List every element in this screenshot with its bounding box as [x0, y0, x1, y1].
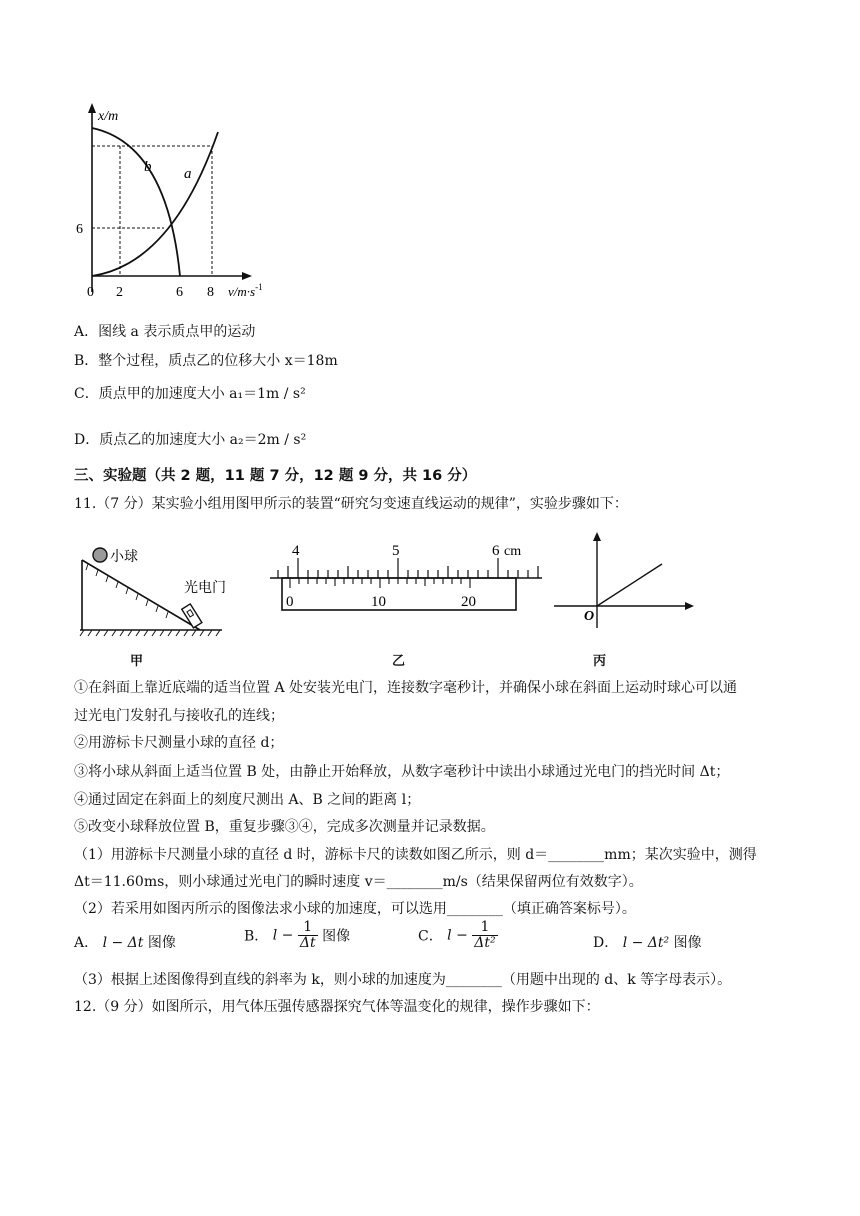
main-scale-ticks [278, 558, 538, 578]
ground-hatch [80, 630, 220, 636]
q11-step5: ⑤改变小球释放位置 B，重复步骤③④，完成多次测量并记录数据。 [74, 819, 495, 835]
x-tick-2: 2 [116, 285, 123, 300]
figure-yi-caption: 乙 [392, 654, 406, 669]
q11-part3: （3）根据上述图像得到直线的斜率为 k，则小球的加速度为________（用题中出现的 d、k 等字母表示）。 [74, 972, 732, 988]
curve-b-label: b [144, 159, 152, 175]
photogate-label: 光电门 [184, 581, 226, 596]
q11-step2: ②用游标卡尺测量小球的直径 d； [74, 735, 284, 751]
q12-intro: 12.（9 分）如图所示，用气体压强传感器探究气体等温变化的规律，操作步骤如下： [74, 999, 600, 1015]
figure-bing-caption: 丙 [593, 654, 607, 669]
option-b-fraction [298, 920, 318, 951]
q11-option-c [418, 920, 498, 951]
q11-option-d [593, 932, 702, 952]
vernier-0: 0 [286, 594, 294, 610]
option-d-letter: D． [593, 935, 619, 951]
x-tick-6: 6 [176, 285, 183, 300]
x-tick-8: 8 [207, 285, 214, 300]
option-d-expr: l − Δt² [622, 935, 670, 951]
main-scale-4: 4 [292, 543, 300, 559]
bing-y-arrow [593, 532, 601, 541]
q11-part1-line1: （1）用游标卡尺测量小球的直径 d 时，游标卡尺的读数如图乙所示，则 d＝________mm；某次实验中，测得 [74, 847, 757, 863]
x-v-graph [72, 98, 292, 306]
option-b-pre: l − [272, 927, 294, 944]
q11-step3: ③将小球从斜面上适当位置 B 处，由静止开始释放，从数字毫秒计中读出小球通过光电门的挡光时间 Δt； [74, 764, 730, 780]
q11-part2: （2）若采用如图丙所示的图像法求小球的加速度，可以选用________（填正确答案标号）。 [74, 901, 636, 917]
q10-option-b: B．整个过程，质点乙的位移大小 x＝18m [74, 353, 338, 369]
incline-surface [82, 560, 200, 630]
option-a-suffix: 图像 [147, 935, 176, 951]
q11-part1-line2: Δt＝11.60ms，则小球通过光电门的瞬时速度 v＝________m/s（结果保留两位有效数字）。 [74, 874, 643, 890]
option-b-num: 1 [298, 920, 318, 936]
q11-step1-line2: 过光电门发射孔与接收孔的连线； [74, 708, 284, 724]
figure-yi-vernier [262, 542, 552, 642]
ball [93, 548, 107, 562]
option-b-suffix: 图像 [322, 928, 351, 945]
main-scale-unit: cm [504, 544, 522, 559]
y-tick-6: 6 [76, 222, 83, 237]
x-axis-arrow [242, 272, 252, 280]
main-scale-5: 5 [392, 543, 400, 559]
option-c-pre: l − [447, 927, 468, 944]
vernier-ticks [290, 578, 470, 588]
option-c-den: Δt² [474, 935, 496, 951]
ball-label: 小球 [110, 550, 138, 565]
curve-a [92, 132, 218, 276]
option-b-letter: B． [244, 928, 269, 945]
y-axis-label: x/m [98, 109, 119, 124]
q11-option-a [74, 932, 176, 952]
curve-a-label: a [184, 166, 192, 182]
q11-step1-line1: ①在斜面上靠近底端的适当位置 A 处安装光电门，连接数字毫秒计，并确保小球在斜面上运动时球心可以通 [74, 680, 738, 696]
section-heading: 三、实验题（共 2 题，11 题 7 分，12 题 9 分，共 16 分） [74, 468, 477, 484]
figure-bing-graph [552, 528, 702, 638]
option-a-expr: l − Δt [102, 935, 144, 951]
q10-option-a: A．图线 a 表示质点甲的运动 [74, 324, 256, 340]
y-axis-arrow [88, 103, 96, 113]
curve-b [92, 128, 180, 276]
q11-intro: 11.（7 分）某实验小组用图甲所示的装置“研究匀变速直线运动的规律”，实验步骤如下： [74, 496, 628, 512]
bing-x-arrow [685, 602, 694, 610]
q10-option-d: D．质点乙的加速度大小 a₂＝2m / s² [74, 432, 307, 448]
q11-step4: ④通过固定在斜面上的刻度尺测出 A、B 之间的距离 l； [74, 792, 421, 808]
figure-jia-incline [74, 546, 244, 646]
vernier-10: 10 [371, 594, 386, 610]
option-a-letter: A． [74, 935, 99, 951]
x-axis-label: $v/m\cdot s^{-1}$ [228, 282, 263, 299]
bing-origin: O [584, 609, 595, 624]
incline-hatch [86, 564, 168, 618]
vernier-20: 20 [461, 594, 476, 610]
figure-jia-caption: 甲 [130, 654, 144, 669]
q11-option-b [244, 920, 350, 951]
option-b-den: Δt [299, 935, 316, 951]
q10-option-c: C．质点甲的加速度大小 a₁＝1m / s² [74, 386, 306, 402]
bing-line [597, 564, 662, 606]
option-c-fraction [472, 920, 497, 951]
x-tick-0: 0 [87, 285, 94, 300]
main-scale-6: 6 [492, 543, 500, 559]
photogate [182, 604, 202, 628]
option-c-letter: C． [418, 928, 443, 945]
option-c-num: 1 [472, 920, 497, 936]
option-d-suffix: 图像 [673, 935, 702, 951]
